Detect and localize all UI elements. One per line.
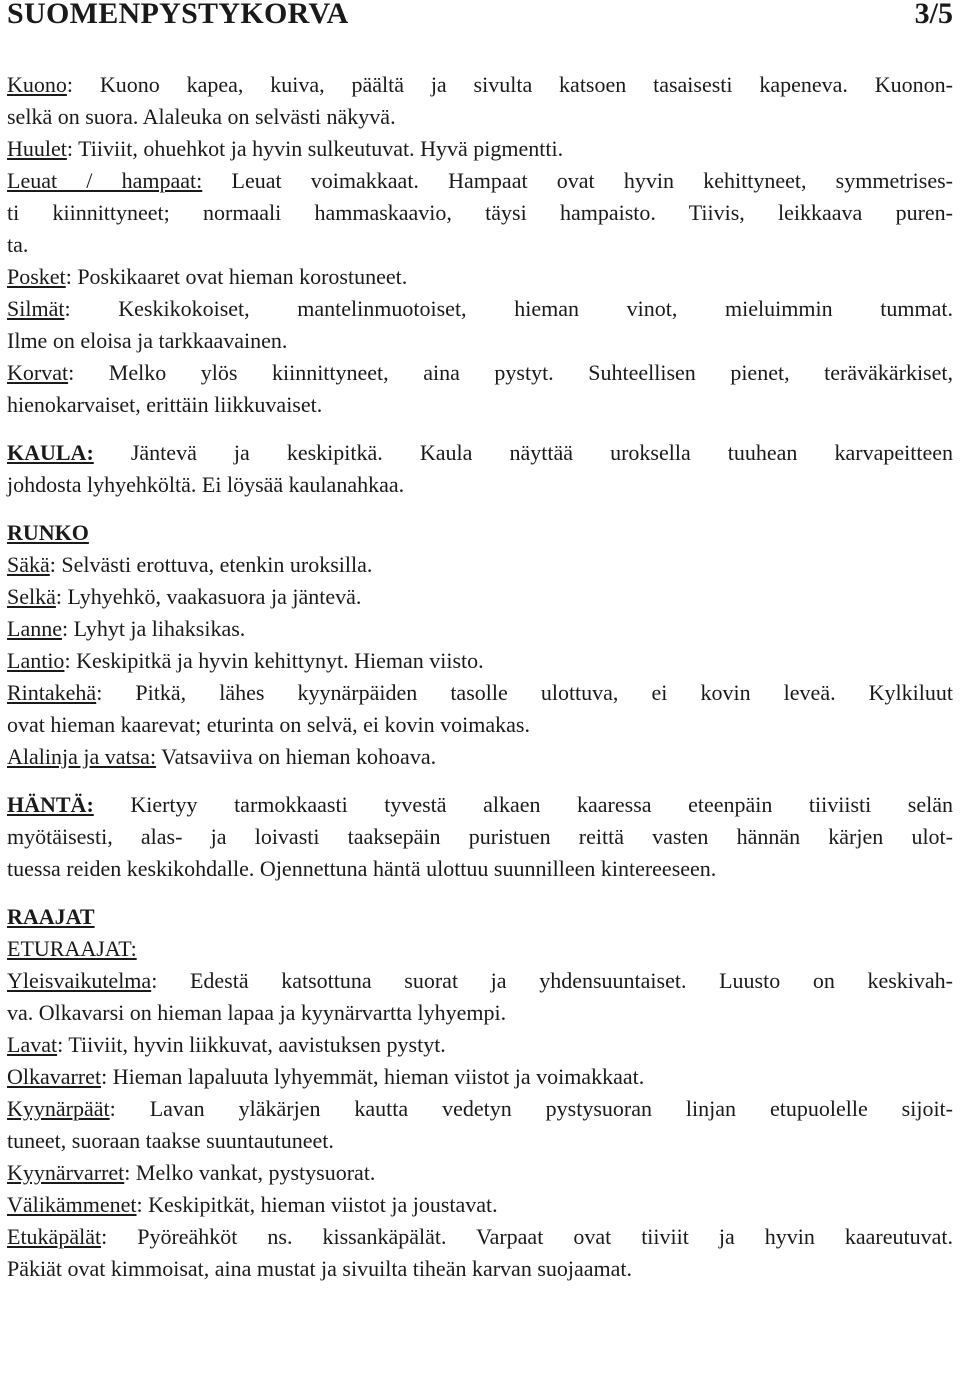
text-line: [7, 1157, 953, 1189]
line-text: ti kiinnittyneet; normaali hammaskaavio, täysi hampaisto. Tiivis, leikkaava puren-: [7, 200, 953, 225]
term-separator: :: [124, 1160, 131, 1185]
line-text: Lyhyehkö, vaakasuora ja jäntevä.: [62, 584, 362, 609]
line-text: Kiertyy tarmokkaasti tyvestä alkaen kaaressa eteenpäin tiiviisti selän: [93, 792, 953, 817]
term-separator: :: [66, 72, 74, 97]
feature-paragraph: [7, 549, 953, 581]
text-line: [7, 581, 953, 613]
section-paragraph: [7, 517, 953, 549]
text-line: [7, 1061, 953, 1093]
feature-paragraph: [7, 293, 953, 357]
page-number: 3/5: [914, 0, 953, 30]
line-text: Poskikaaret ovat hieman korostuneet.: [71, 264, 408, 289]
feature-paragraph: [7, 581, 953, 613]
feature-paragraph: [7, 965, 953, 1029]
feature-paragraph: [7, 1157, 953, 1189]
feature-term: Leuat / hampaat:: [7, 168, 203, 193]
feature-paragraph: [7, 1221, 953, 1285]
feature-paragraph: [7, 1093, 953, 1157]
feature-term: ETURAAJAT:: [7, 936, 137, 961]
line-text: Lyhyt ja lihaksikas.: [68, 616, 246, 641]
text-line: [7, 165, 953, 197]
section-heading: HÄNTÄ:: [7, 792, 94, 817]
feature-term: Posket: [7, 264, 66, 289]
term-separator: :: [66, 136, 74, 161]
text-line: [7, 1189, 953, 1221]
section-paragraph: [7, 437, 953, 501]
line-text: Melko ylös kiinnittyneet, aina pystyt. Suhteellisen pienet, teräväkärkiset,: [74, 360, 953, 385]
text-line: [7, 69, 953, 101]
feature-term: Silmät: [7, 296, 65, 321]
text-line: [7, 261, 953, 293]
line-text: ovat hieman kaarevat; eturinta on selvä, ei kovin voimakas.: [7, 712, 530, 737]
feature-term: Korvat: [7, 360, 69, 385]
line-text: va. Olkavarsi on hieman lapaa ja kyynärvartta lyhyempi.: [7, 1000, 507, 1025]
line-text: tuessa reiden keskikohdalle. Ojennettuna häntä ulottuu suunnilleen kintereeseen.: [7, 856, 717, 881]
text-line: [7, 789, 953, 821]
text-line: [7, 293, 953, 325]
document-title: SUOMENPYSTYKORVA: [7, 0, 349, 30]
term-separator: :: [65, 264, 72, 289]
line-text: johdosta lyhyehköltä. Ei löysää kaulanahkaa.: [7, 472, 405, 497]
term-separator: :: [109, 1096, 116, 1121]
line-text: Kuono kapea, kuiva, päältä ja sivulta katsoen tasaisesti kapeneva. Kuonon-: [73, 72, 953, 97]
line-text: Pitkä, lähes kyynärpäiden tasolle ulottuva, ei kovin leveä. Kylkiluut: [102, 680, 953, 705]
line-text: Leuat voimakkaat. Hampaat ovat hyvin kehittyneet, symmetrises-: [202, 168, 954, 193]
line-text: Melko vankat, pystysuorat.: [130, 1160, 376, 1185]
term-separator: :: [64, 296, 71, 321]
term-separator: :: [61, 616, 69, 641]
text-line: [7, 133, 953, 165]
line-text: Päkiät ovat kimmoisat, aina mustat ja sivuilta tiheän karvan suojaamat.: [7, 1256, 633, 1281]
term-separator: :: [57, 1032, 64, 1057]
feature-paragraph: [7, 1029, 953, 1061]
line-text: Pyöreähköt ns. kissankäpälät. Varpaat ovat tiiviit ja hyvin kaareutuvat.: [107, 1224, 953, 1249]
line-text: Keskikokoiset, mantelinmuotoiset, hieman vinot, mieluimmin tummat.: [70, 296, 953, 321]
feature-term: Yleisvaikutelma: [7, 968, 152, 993]
section-heading: RUNKO: [7, 520, 89, 545]
term-separator: :: [55, 584, 63, 609]
text-line: [7, 197, 953, 229]
text-line: [7, 325, 953, 357]
text-line: [7, 229, 953, 261]
feature-term: Välikämmenet: [7, 1192, 137, 1217]
line-text: Tiiviit, hyvin liikkuvat, aavistuksen pystyt.: [63, 1032, 446, 1057]
text-line: [7, 357, 953, 389]
text-line: [7, 677, 953, 709]
feature-term: Rintakehä: [7, 680, 97, 705]
line-text: Edestä katsottuna suorat ja yhdensuuntaiset. Luusto on keskivah-: [157, 968, 953, 993]
text-line: [7, 1253, 953, 1285]
text-line: [7, 933, 953, 965]
paragraph-gap: [7, 421, 953, 437]
line-text: Tiiviit, ohuehkot ja hyvin sulkeutuvat. Hyvä pigmentti.: [73, 136, 564, 161]
text-line: [7, 645, 953, 677]
feature-paragraph: [7, 1189, 953, 1221]
line-text: myötäisesti, alas- ja loivasti taaksepäin puristuen reittä vasten hännän kärjen ulot-: [7, 824, 953, 849]
line-text: Jäntevä ja keskipitkä. Kaula näyttää uroksella tuuhean karvapeitteen: [93, 440, 953, 465]
text-line: [7, 1125, 953, 1157]
feature-term: Kyynärvarret: [7, 1160, 125, 1185]
line-text: Hieman lapaluuta lyhyemmät, hieman viistot ja voimakkaat.: [107, 1064, 645, 1089]
feature-paragraph: [7, 261, 953, 293]
line-text: ta.: [7, 232, 29, 257]
text-line: [7, 389, 953, 421]
text-line: [7, 1093, 953, 1125]
text-line: [7, 517, 953, 549]
line-text: Lavan yläkärjen kautta vedetyn pystysuoran linjan etupuolelle sijoit-: [115, 1096, 953, 1121]
text-line: [7, 437, 953, 469]
feature-paragraph: [7, 645, 953, 677]
text-line: [7, 613, 953, 645]
feature-paragraph: [7, 741, 953, 773]
feature-paragraph: [7, 1061, 953, 1093]
feature-paragraph: [7, 613, 953, 645]
section-paragraph: [7, 901, 953, 933]
text-line: [7, 901, 953, 933]
text-line: [7, 741, 953, 773]
feature-term: Lantio: [7, 648, 65, 673]
section-heading: RAAJAT: [7, 904, 95, 929]
feature-paragraph: [7, 357, 953, 421]
feature-term: Lanne: [7, 616, 62, 641]
text-line: [7, 1029, 953, 1061]
term-separator: :: [96, 680, 103, 705]
text-line: [7, 101, 953, 133]
paragraph-gap: [7, 773, 953, 789]
feature-term: Kuono: [7, 72, 67, 97]
feature-paragraph: [7, 165, 953, 261]
term-separator: :: [151, 968, 158, 993]
feature-term: Säkä: [7, 552, 50, 577]
text-line: [7, 821, 953, 853]
term-separator: :: [101, 1224, 108, 1249]
feature-term: Olkavarret: [7, 1064, 102, 1089]
line-text: tuneet, suoraan taakse suuntautuneet.: [7, 1128, 334, 1153]
text-line: [7, 549, 953, 581]
text-line: [7, 469, 953, 501]
term-separator: :: [101, 1064, 108, 1089]
term-separator: :: [49, 552, 56, 577]
line-text: selkä on suora. Alaleuka on selvästi näkyvä.: [7, 104, 396, 129]
term-separator: :: [64, 648, 71, 673]
feature-paragraph: [7, 933, 953, 965]
line-text: Keskipitkä ja hyvin kehittynyt. Hieman viisto.: [70, 648, 484, 673]
feature-term: Alalinja ja vatsa:: [7, 744, 157, 769]
term-separator: :: [136, 1192, 143, 1217]
feature-paragraph: [7, 69, 953, 133]
feature-term: Kyynärpäät: [7, 1096, 110, 1121]
feature-term: Selkä: [7, 584, 56, 609]
term-separator: :: [68, 360, 75, 385]
text-line: [7, 965, 953, 997]
page-header: [7, 0, 953, 36]
paragraph-gap: [7, 501, 953, 517]
feature-term: Huulet: [7, 136, 67, 161]
feature-term: Etukäpälät: [7, 1224, 102, 1249]
text-line: [7, 709, 953, 741]
text-line: [7, 1221, 953, 1253]
feature-paragraph: [7, 677, 953, 741]
text-line: [7, 853, 953, 885]
line-text: Ilme on eloisa ja tarkkaavainen.: [7, 328, 288, 353]
section-paragraph: [7, 789, 953, 885]
line-text: Selvästi erottuva, etenkin uroksilla.: [55, 552, 373, 577]
text-line: [7, 997, 953, 1029]
line-text: hienokarvaiset, erittäin liikkuvaiset.: [7, 392, 323, 417]
section-heading: KAULA:: [7, 440, 94, 465]
line-text: Keskipitkät, hieman viistot ja joustavat.: [142, 1192, 498, 1217]
document-body: [7, 69, 953, 1285]
feature-paragraph: [7, 133, 953, 165]
line-text: Vatsaviiva on hieman kohoava.: [156, 744, 437, 769]
feature-term: Lavat: [7, 1032, 58, 1057]
paragraph-gap: [7, 885, 953, 901]
